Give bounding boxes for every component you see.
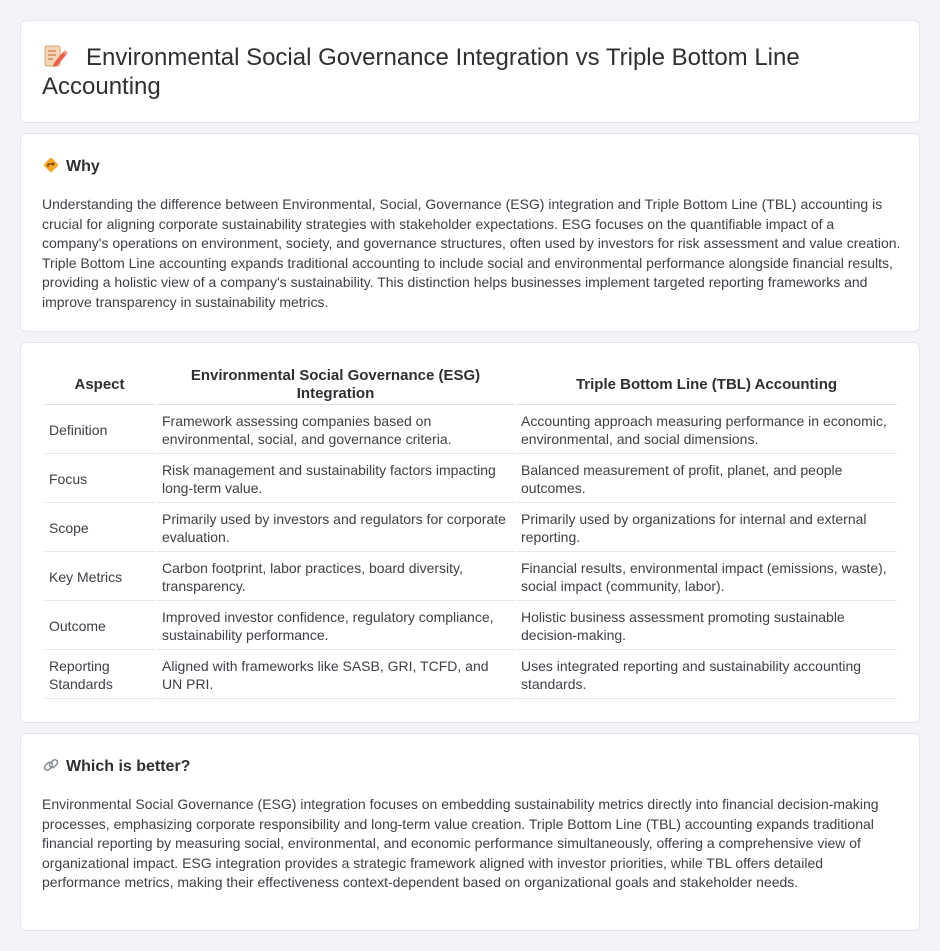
- tbl-cell: Primarily used by organizations for internal and external reporting.: [516, 504, 897, 552]
- title-card: [20, 20, 920, 123]
- comparison-card: [20, 342, 920, 723]
- esg-cell: Improved investor confidence, regulatory compliance, sustainability performance.: [157, 602, 514, 650]
- table-row: [44, 602, 897, 650]
- esg-cell: Framework assessing companies based on environmental, social, and governance criteria.: [157, 406, 514, 454]
- table-row: [44, 651, 897, 699]
- aspect-cell: Scope: [44, 504, 155, 552]
- table-row: [44, 553, 897, 601]
- which-better-card: [20, 733, 920, 931]
- aspect-cell: Definition: [44, 406, 155, 454]
- table-row: [44, 406, 897, 454]
- aspect-cell: Focus: [44, 455, 155, 503]
- header-tbl: Triple Bottom Line (TBL) Accounting: [516, 365, 897, 405]
- page-title: [42, 43, 902, 101]
- why-heading-text: Why: [66, 158, 100, 175]
- aspect-cell: Outcome: [44, 602, 155, 650]
- esg-cell: Risk management and sustainability factors impacting long-term value.: [157, 455, 514, 503]
- header-esg: Environmental Social Governance (ESG) Integration: [157, 365, 514, 405]
- tbl-cell: Financial results, environmental impact (emissions, waste), social impact (community, labor).: [516, 553, 897, 601]
- table-row: [44, 504, 897, 552]
- header-aspect: Aspect: [44, 365, 155, 405]
- diamond-sign-icon: [42, 156, 60, 174]
- why-card: [20, 133, 920, 332]
- aspect-cell: Key Metrics: [44, 553, 155, 601]
- table-header-row: [44, 365, 897, 405]
- comparison-table: [42, 364, 899, 700]
- tbl-cell: Balanced measurement of profit, planet, and people outcomes.: [516, 455, 897, 503]
- which-better-heading-text: Which is better?: [66, 758, 191, 775]
- esg-cell: Primarily used by investors and regulators for corporate evaluation.: [157, 504, 514, 552]
- memo-pencil-icon: [42, 43, 68, 69]
- link-icon: [42, 756, 60, 774]
- why-paragraph: Understanding the difference between Environmental, Social, Governance (ESG) integration and Triple Bottom Line (TBL) accounting is crucial for aligning corporate sustainability strategies with stakeholder expectations. ESG focuses on the quantifiable impact of a company's operations on environment, society, and governance structures, often used by investors for risk assessment and value creation. Triple Bottom Line accounting expands traditional accounting to include social and environmental performance alongside financial results, providing a holistic view of a company's sustainability. This distinction helps businesses implement targeted reporting frameworks and improve transparency in sustainability metrics.: [42, 196, 901, 310]
- aspect-cell: Reporting Standards: [44, 651, 155, 699]
- tbl-cell: Holistic business assessment promoting sustainable decision-making.: [516, 602, 897, 650]
- which-better-heading: [42, 756, 190, 777]
- tbl-cell: Accounting approach measuring performance in economic, environmental, and social dimensions.: [516, 406, 897, 454]
- esg-cell: Aligned with frameworks like SASB, GRI, TCFD, and UN PRI.: [157, 651, 514, 699]
- tbl-cell: Uses integrated reporting and sustainability accounting standards.: [516, 651, 897, 699]
- table-row: [44, 455, 897, 503]
- why-heading: [42, 156, 100, 177]
- which-better-paragraph: Environmental Social Governance (ESG) integration focuses on embedding sustainability metrics directly into financial decision-making processes, emphasizing corporate responsibility and long-term value creation. Triple Bottom Line (TBL) accounting expands traditional financial reporting by measuring social, environmental, and economic performance simultaneously, offering a comprehensive view of organizational impact. ESG integration provides a strategic framework aligned with investor priorities, while TBL offers detailed performance metrics, making their effectiveness context-dependent based on organizational goals and stakeholder needs.: [42, 796, 879, 890]
- page-title-text: Environmental Social Governance Integration vs Triple Bottom Line Accounting: [42, 44, 800, 100]
- esg-cell: Carbon footprint, labor practices, board diversity, transparency.: [157, 553, 514, 601]
